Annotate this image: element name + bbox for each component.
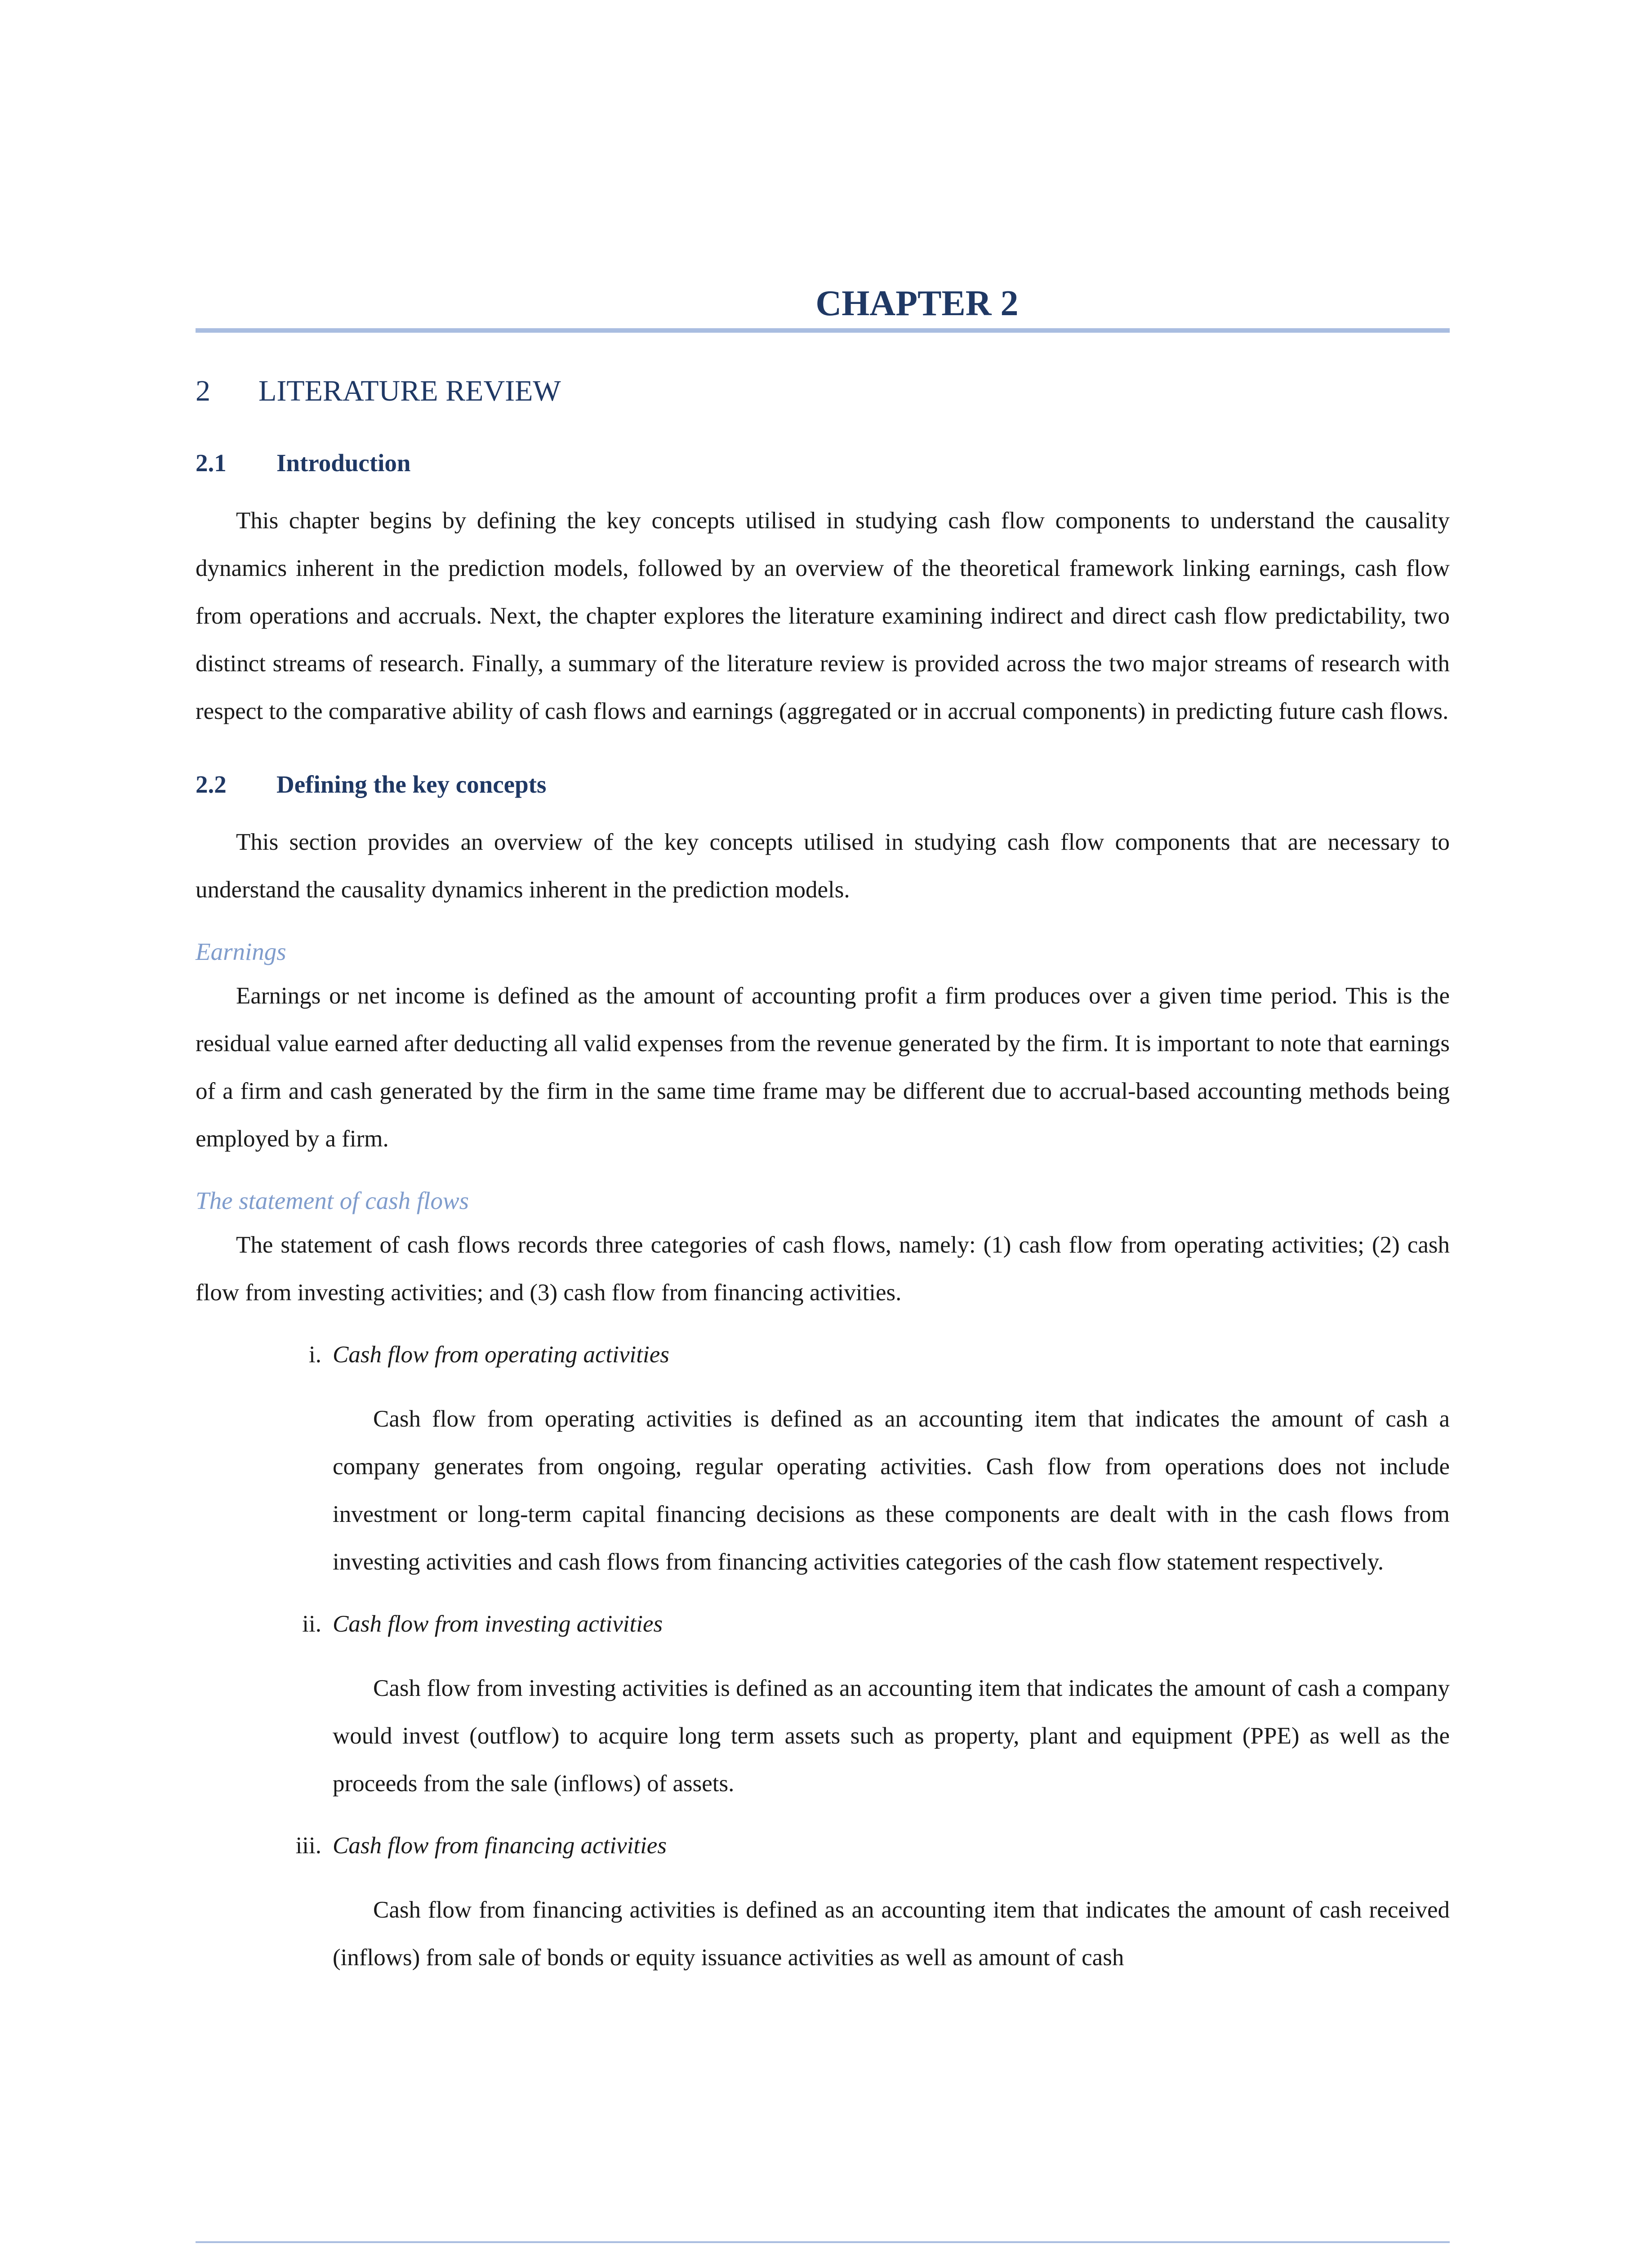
list-item-heading [196, 1334, 1450, 1375]
subsection-title: Defining the key concepts [276, 771, 547, 798]
list-item-title: Cash flow from financing activities [333, 1833, 667, 1859]
list-item-operating [196, 1334, 1450, 1586]
introduction-paragraph: This chapter begins by defining the key concepts utilised in studying cash flow components to understand the causality dynamics inherent in the prediction models, followed by an overview of the theoretical framework linking earnings, cash flow from operations and accruals. Next, the chapter explores the literature examining indirect and direct cash flow predictability, two distinct streams of research. Finally, a summary of the literature review is provided across the two major streams of research with respect to the comparative ability of cash flows and earnings (aggregated or in accrual components) in predicting future cash flows. [196, 508, 1450, 724]
chapter-title: CHAPTER 2 [815, 284, 1019, 323]
list-item-heading [196, 1825, 1450, 1866]
list-item-paragraph: Cash flow from operating activities is defined as an accounting item that indicates the amount of cash a company generates from ongoing, regular operating activities. Cash flow from operations does not include investment or long-term capital financing decisions as these components are dealt with in the cash flows from investing activities and cash flows from financing activities categories of the cash flow statement respectively. [333, 1406, 1450, 1575]
cash-flows-paragraph: The statement of cash flows records three categories of cash flows, namely: (1) cash flow from operating activities; (2) cash flow from investing activities; and (3) cash flow from financing activities. [196, 1232, 1450, 1306]
list-item-title: Cash flow from operating activities [333, 1342, 669, 1368]
earnings-heading: Earnings [196, 938, 286, 965]
section-heading [196, 369, 1450, 414]
subsection-number: 2.2 [196, 771, 227, 798]
list-item-numeral: iii. [295, 1833, 321, 1859]
subsection-number: 2.1 [196, 449, 227, 477]
subsection-heading-introduction [196, 445, 1450, 481]
list-item-investing [196, 1604, 1450, 1807]
list-item-title: Cash flow from investing activities [333, 1611, 663, 1637]
list-item-heading [196, 1604, 1450, 1644]
key-concepts-paragraph: This section provides an overview of the key concepts utilised in studying cash flow components that are necessary to understand the causality dynamics inherent in the prediction models. [196, 829, 1450, 903]
page-footer [196, 2241, 1450, 2248]
chapter-divider [196, 328, 1450, 333]
list-item-paragraph: Cash flow from investing activities is defined as an accounting item that indicates the amount of cash a company would invest (outflow) to acquire long term assets such as property, plant and equipment (PPE) as well as the proceeds from the sale (inflows) of assets. [333, 1675, 1450, 1797]
list-item-paragraph: Cash flow from financing activities is defined as an accounting item that indicates the amount of cash received (inflows) from sale of bonds or equity issuance activities as well as amount of cash [333, 1897, 1450, 1971]
section-number: 2 [196, 375, 210, 407]
section-title: LITERATURE REVIEW [258, 375, 561, 407]
footer-divider [196, 2241, 1450, 2243]
cash-flows-heading: The statement of cash flows [196, 1187, 469, 1214]
list-item-financing [196, 1825, 1450, 1981]
subsection-title: Introduction [276, 449, 411, 477]
document-page [196, 279, 1450, 1981]
subsection-heading-key-concepts [196, 767, 1450, 803]
earnings-paragraph: Earnings or net income is defined as the amount of accounting profit a firm produces over a given time period. This is the residual value earned after deducting all valid expenses from the revenue generated by the firm. It is important to note that earnings of a firm and cash generated by the firm in the same time frame may be different due to accrual-based accounting methods being employed by a firm. [196, 983, 1450, 1152]
list-item-numeral: i. [309, 1342, 321, 1368]
list-item-numeral: ii. [302, 1611, 321, 1637]
